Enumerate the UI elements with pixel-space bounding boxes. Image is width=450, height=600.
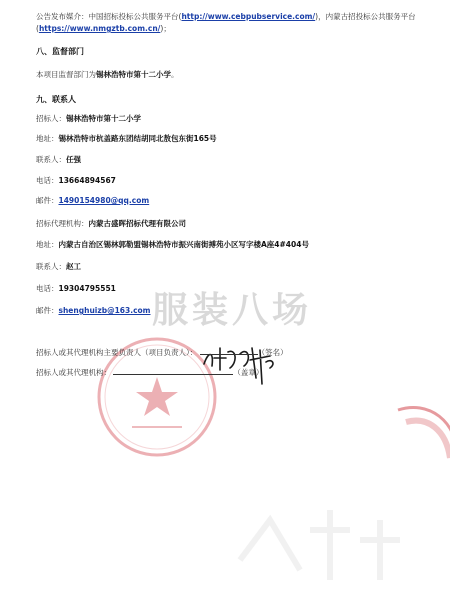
announcement-line-2 [36, 24, 171, 34]
org-row [36, 368, 263, 378]
address-value: 锡林浩特市杭盖路东团结胡同北敖包东街165号 [58, 134, 217, 143]
stamp-suffix: （盖章） [233, 368, 264, 377]
agency-email-row [36, 306, 151, 316]
agency-label: 招标代理机构： [36, 219, 89, 228]
announcement-suffix: )，内蒙古招投标公共服务平台 [315, 12, 416, 21]
contact-row [36, 155, 81, 165]
agency-phone-value: 19304795551 [58, 284, 116, 293]
agency-contact-label: 联系人： [36, 262, 66, 271]
tenderer-label: 招标人： [36, 114, 66, 123]
nmgztb-link[interactable]: https://www.nmgztb.com.cn/ [38, 24, 161, 33]
agency-email-link[interactable]: shenghuizb@163.com [58, 306, 151, 315]
handwritten-signature [200, 338, 280, 386]
section-8-title: 八、监督部门 [36, 47, 84, 56]
agency-contact-row [36, 262, 81, 272]
agency-phone-row [36, 284, 116, 294]
watermark: 服装八场 [152, 290, 313, 331]
signature-blank [200, 354, 258, 355]
org-label: 招标人或其代理机构： [36, 368, 111, 377]
tenderer-row [36, 114, 141, 124]
agency-address-label: 地址： [36, 240, 59, 249]
agency-contact-value: 赵工 [66, 262, 81, 271]
cebpubservice-link[interactable]: http://www.cebpubservice.com/ [181, 12, 316, 21]
contact-label: 联系人： [36, 155, 66, 164]
stamp-blank [113, 374, 233, 375]
supervision-dept: 锡林浩特市第十二小学 [96, 70, 171, 79]
email-label: 邮件： [36, 196, 59, 205]
announcement-line-1 [36, 12, 416, 22]
agency-email-label: 邮件： [36, 306, 59, 315]
phone-label: 电话： [36, 176, 59, 185]
address-label: 地址： [36, 134, 59, 143]
section-8-text [36, 70, 179, 80]
address-row [36, 134, 217, 144]
agency-address-value: 内蒙古自治区锡林郭勒盟锡林浩特市振兴南街搏苑小区写字楼A座4#404号 [58, 240, 309, 249]
bleed-through-marks [230, 500, 410, 590]
email-row [36, 196, 149, 206]
section-9-title: 九、联系人 [36, 95, 76, 104]
tenderer-value: 锡林浩特市第十二小学 [66, 114, 141, 123]
responsible-row [36, 348, 288, 358]
agency-address-row [36, 240, 309, 250]
paren-open: ( [36, 24, 39, 33]
supervision-suffix: 。 [171, 70, 179, 79]
supervision-prefix: 本项目监督部门为 [36, 70, 96, 79]
phone-row [36, 176, 116, 186]
partial-seal [388, 400, 450, 480]
email-link[interactable]: 1490154980@qq.com [58, 196, 150, 205]
phone-value: 13664894567 [58, 176, 116, 185]
responsible-label: 招标人或其代理机构主要负责人（项目负责人）： [36, 348, 198, 357]
signature-suffix: （签名） [257, 348, 288, 357]
contact-value: 任强 [66, 155, 81, 164]
paren-close: )； [160, 24, 171, 33]
agency-row [36, 219, 186, 229]
announcement-prefix: 公告发布媒介：中国招标投标公共服务平台( [36, 12, 182, 21]
agency-value: 内蒙古盛晖招标代理有限公司 [88, 219, 186, 228]
agency-phone-label: 电话： [36, 284, 59, 293]
